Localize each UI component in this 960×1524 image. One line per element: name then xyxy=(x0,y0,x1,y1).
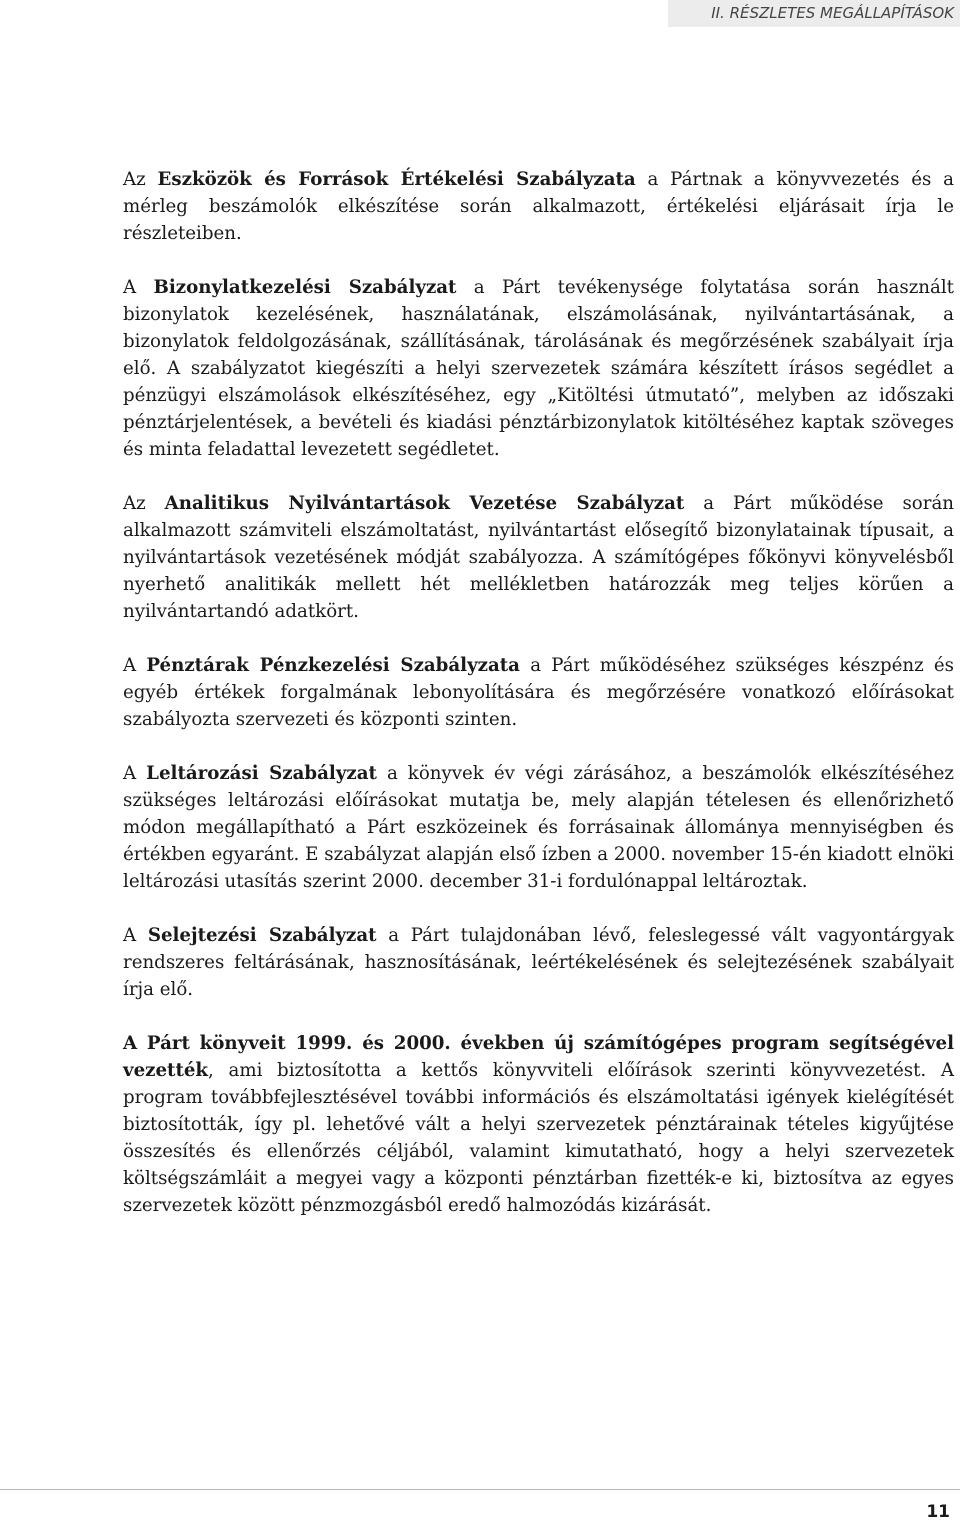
paragraph-bizonylatkezelesi xyxy=(123,274,954,463)
regulation-title: Bizonylatkezelési Szabályzat xyxy=(153,277,457,298)
paragraph-analitikus xyxy=(123,490,954,625)
regulation-title: Selejtezési Szabályzat xyxy=(147,925,377,946)
regulation-title: Analitikus Nyilvántartások Vezetése Szabályzat xyxy=(164,493,685,514)
page-number: 11 xyxy=(926,1502,950,1522)
running-header xyxy=(668,0,960,27)
paragraph-text: a Pártnak a könyvvezetés és a mérleg beszámolók elkészítése során alkalmazott, értékelési eljárásait írja le részleteiben. xyxy=(123,169,955,244)
paragraph-text: a Párt tulajdonában lévő, feleslegessé vált vagyontárgyak rendszeres feltárásának, hasznosításának, leértékelésének és selejtezésének szabályait írja elő. xyxy=(123,925,955,1000)
paragraph-lead: Az xyxy=(123,493,165,514)
paragraph-lead: Az xyxy=(123,169,158,190)
running-header-title: II. RÉSZLETES MEGÁLLAPÍTÁSOK xyxy=(711,4,954,22)
paragraph-konyvek xyxy=(123,1030,954,1219)
paragraph-eszkozok xyxy=(123,166,954,247)
paragraph-text: a Párt működéséhez szükséges készpénz és egyéb értékek forgalmának lebonyolítására és megőrzésére vonatkozó előírásokat szabályozta szervezeti és központi szinten. xyxy=(123,655,954,730)
paragraph-lead: A xyxy=(123,763,147,784)
paragraph-leltarozasi xyxy=(123,760,954,895)
regulation-title: Leltározási Szabályzat xyxy=(146,763,377,784)
paragraph-penztarak xyxy=(123,652,954,733)
paragraph-text: , ami biztosította a kettős könyvviteli előírások szerinti könyvvezetést. A program továbbfejlesztésével további információs és elszámoltatási igények kielégítését biztosították, így pl. lehetővé vált a helyi szervezetek pénztárainak tételes kigyűjtése összesítés és ellenőrzés céljából, valamint kimutatható, hogy a helyi szervezetek költségszámláit a megyei vagy a központi pénztárban fizették-e ki, biztosítva az egyes szervezetek között pénzmozgásból eredő halmozódás kizárását. xyxy=(123,1060,954,1216)
highlighted-statement: A Párt könyveit 1999. és 2000. években új számítógépes program segítségével vezették xyxy=(123,1033,954,1081)
paragraph-text: a könyvek év végi zárásához, a beszámolók elkészítéséhez szükséges leltározási előírásokat mutatja be, mely alapján tételesen és ellenőrizhető módon megállapítható a Párt eszközeinek és forrásainak állománya mennyiségben és értékben egyaránt. E szabályzat alapján első ízben a 2000. november 15-én kiadott elnöki leltározási utasítás szerint 2000. december 31-i fordulónappal leltároztak. xyxy=(123,763,954,892)
document-body xyxy=(123,166,954,1246)
regulation-title: Eszközök és Források Értékelési Szabályzata xyxy=(157,169,636,190)
paragraph-selejtezesi xyxy=(123,922,954,1003)
regulation-title: Pénztárak Pénzkezelési Szabályzata xyxy=(146,655,520,676)
paragraph-text: a Párt tevékenysége folytatása során használt bizonylatok kezelésének, használatának, elszámolásának, nyilvántartásának, a bizonylatok feldolgozásának, szállításának, tárolásának és megőrzésének szabályait írja elő. A szabályzatot kiegészíti a helyi szervezetek számára készített írásos segédlet a pénzügyi elszámolások elkészítéséhez, egy „Kitöltési útmutató”, melyben az időszaki pénztárjelentések, a bevételi és kiadási pénztárbizonylatok kitöltéséhez kaptak szöveges és minta feladattal levezetett segédletet. xyxy=(123,277,954,460)
footer-divider xyxy=(0,1489,960,1490)
paragraph-text: a Párt működése során alkalmazott számviteli elszámoltatást, nyilvántartást elősegítő bizonylatainak típusait, a nyilvántartások vezetésének módját szabályozza. A számítógépes főkönyvi könyvelésből nyerhető analitikák mellett hét mellékletben határozzák meg teljes körűen a nyilvántartandó adatkört. xyxy=(123,493,954,622)
paragraph-lead: A xyxy=(123,277,154,298)
paragraph-lead: A xyxy=(123,925,148,946)
paragraph-lead: A xyxy=(123,655,147,676)
